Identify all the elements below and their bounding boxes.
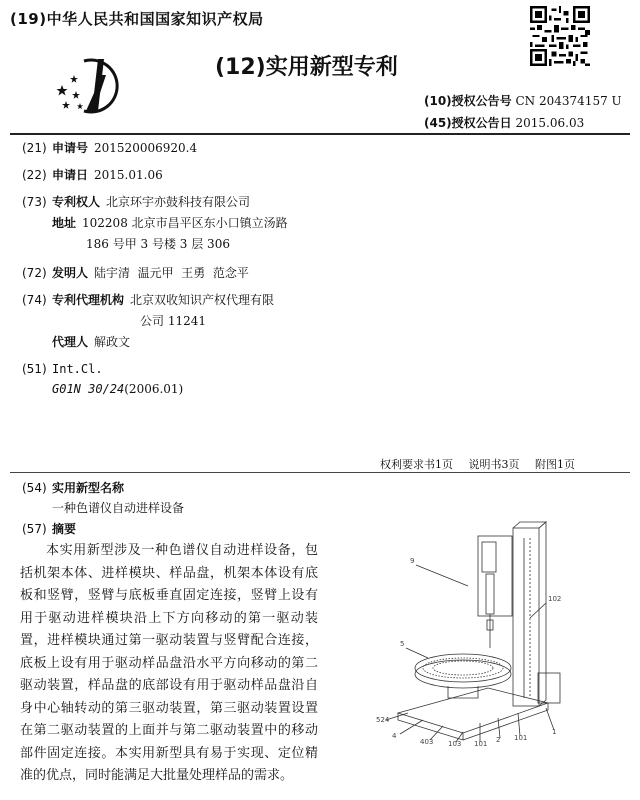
drawing-reference-label: 4 [392, 732, 397, 740]
grant-number-value: CN 204374157 U [515, 94, 622, 108]
application-date [22, 166, 163, 183]
field-label: 地址 [52, 216, 77, 230]
address-line-1: 102208 北京市昌平区东小口镇立汤路 [82, 216, 288, 230]
utility-model-title: 一种色谱仪自动进样设备 [52, 501, 185, 515]
abstract-paragraph: 本实用新型涉及一种色谱仪自动进样设备，包括机架本体、进样模块、样品盘，机架本体设有底板和竖臂，竖臂与底板垂直固定连接，竖臂上设有用于驱动进样模块沿上下方向移动的第一驱动装置，进样模块通过第一驱动装置与竖臂配合连接，底板上设有用于驱动样品盘沿水平方向移动的第二驱动装置，样品盘的底部设有用于驱动样品盘沿自身中心轴转动的第三驱动装置，第三驱动装置设置在第二驱动装置的上面并与第二驱动装置中的移动部件固定连接。本实用新型具有易于实现、定位精准的优点，同时能满足大批量处理样品的需求。 [20, 543, 318, 783]
grant-date [424, 114, 584, 131]
agency-line-1: 北京双收知识产权代理有限 [130, 293, 275, 307]
grant-number [424, 92, 622, 109]
field-label: 申请日 [52, 168, 89, 182]
field-label: 摘要 [52, 522, 77, 536]
agent [52, 333, 130, 350]
address [52, 214, 288, 231]
drawing-reference-label: 403 [420, 738, 434, 746]
grant-number-label: (10)授权公告号 [424, 94, 512, 108]
description-pages: 说明书3页 [468, 458, 520, 471]
qr-code-icon [530, 6, 590, 66]
drawing-reference-label: 1 [552, 728, 557, 736]
patent-type-title: (12)实用新型专利 [215, 55, 398, 80]
field-value: 北京环宇亦鼓科技有限公司 [106, 195, 251, 209]
drawing-reference-label: 524 [376, 716, 390, 724]
field-value: 解政文 [94, 335, 131, 349]
field-value: 陆宇清 温元甲 王勇 范念平 [94, 266, 249, 280]
field-label: 申请号 [52, 141, 89, 155]
field-value: 201520006920.4 [94, 141, 198, 155]
inventors [22, 264, 249, 281]
apparatus-drawing [368, 508, 568, 758]
field-code: (72) [22, 266, 47, 280]
field-label: 代理人 [52, 335, 89, 349]
abstract-body [20, 540, 318, 788]
patentee [22, 193, 250, 210]
page-counts [380, 456, 587, 472]
field-label: 专利代理机构 [52, 293, 125, 307]
field-code: (51) [22, 362, 47, 376]
header-divider [10, 133, 630, 135]
field-label: 实用新型名称 [52, 481, 125, 495]
field-code: (54) [22, 481, 47, 495]
int-cl-version: (2006.01) [124, 382, 184, 396]
int-cl-classification [52, 382, 183, 396]
field-code: (21) [22, 141, 47, 155]
field-label: 发明人 [52, 266, 89, 280]
drawing-reference-label: 101 [514, 734, 528, 742]
grant-date-value: 2015.06.03 [515, 116, 585, 130]
utility-model-name [22, 479, 130, 496]
field-value: 2015.01.06 [94, 168, 163, 182]
patent-agency [22, 291, 274, 308]
int-cl-code: G01N 30/24 [52, 382, 125, 396]
field-code: (74) [22, 293, 47, 307]
address-line-2: 186 号甲 3 号楼 3 层 306 [86, 237, 230, 251]
drawing-reference-label: 102 [548, 595, 562, 603]
drawing-reference-label: 101 [474, 740, 488, 748]
drawing-reference-label: 103 [448, 740, 462, 748]
int-cl [22, 362, 103, 376]
field-label: 专利权人 [52, 195, 101, 209]
office-name: (19)中华人民共和国国家知识产权局 [10, 10, 264, 28]
sipo-emblem-icon [40, 55, 136, 115]
abstract-heading [22, 520, 82, 537]
grant-date-label: (45)授权公告日 [424, 116, 512, 130]
field-code: (57) [22, 522, 47, 536]
application-number [22, 139, 197, 156]
claims-pages: 权利要求书1页 [380, 458, 453, 471]
drawing-reference-label: 9 [410, 557, 415, 565]
drawing-reference-label: 5 [400, 640, 405, 648]
agency-line-2: 公司 11241 [140, 314, 206, 328]
drawing-reference-label: 2 [496, 736, 501, 744]
field-code: (73) [22, 195, 47, 209]
section-divider [10, 472, 630, 473]
field-code: (22) [22, 168, 47, 182]
drawings-pages: 附图1页 [535, 458, 575, 471]
field-label: Int.Cl. [52, 362, 103, 376]
